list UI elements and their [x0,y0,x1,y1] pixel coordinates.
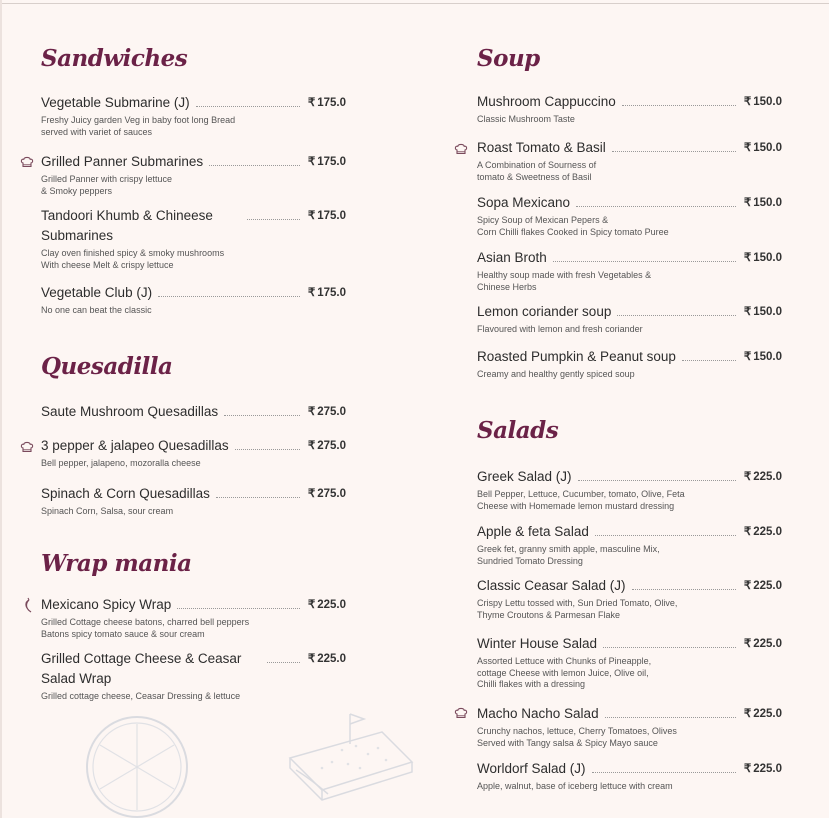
leader-dots [209,165,300,166]
item-price: ₹ 150.0 [743,197,782,209]
item-description: Crispy Lettu tossed with, Sun Dried Tomato, Olive, Thyme Croutons & Parmesan Flake [477,598,678,620]
item-price: ₹ 225.0 [307,599,346,611]
leader-dots [235,449,300,450]
item-price: ₹ 225.0 [743,471,782,483]
chili-pepper-icon [22,597,34,613]
left-edge [0,0,2,818]
section-title-sandwiches: Sandwiches [41,45,188,72]
leader-dots [632,589,736,590]
item-description: Grilled cottage cheese, Ceasar Dressing & lettuce [41,691,241,701]
top-divider [0,3,829,4]
item-description: No one can beat the classic [41,305,152,315]
item-description: Grilled Panner with crispy lettuce & Smoky peppers [41,174,173,196]
menu-item[interactable] [477,248,782,293]
menu-item[interactable] [477,759,782,793]
leader-dots [617,315,736,316]
menu-item[interactable] [477,138,782,183]
item-name: Grilled Cottage Cheese & Ceasar Salad Wrap [41,651,242,686]
item-price: ₹ 225.0 [743,763,782,775]
item-name: Spinach & Corn Quesadillas [41,486,210,501]
menu-item[interactable] [41,436,346,470]
menu-item[interactable] [477,634,782,691]
leader-dots [553,261,736,262]
leader-dots [603,647,736,648]
item-name: Mexicano Spicy Wrap [41,597,172,612]
item-price: ₹ 275.0 [307,440,346,452]
menu-item[interactable] [477,467,782,512]
item-description: Bell Pepper, Lettuce, Cucumber, tomato, Olive, Feta Cheese with Homemade lemon mustard dressing [477,489,685,511]
item-price: ₹ 150.0 [743,142,782,154]
item-name: Mushroom Cappuccino [477,94,616,109]
menu-item[interactable] [41,402,346,422]
item-name: Vegetable Club (J) [41,285,153,300]
menu-item[interactable] [477,347,782,381]
item-price: ₹ 175.0 [307,287,346,299]
chef-hat-icon [454,142,468,156]
item-price: ₹ 275.0 [307,406,346,418]
item-price: ₹ 150.0 [743,96,782,108]
leader-dots [612,151,736,152]
lemon-slice-decoration [82,712,192,818]
item-description: Flavoured with lemon and fresh coriander [477,324,643,334]
menu-item[interactable] [477,704,782,749]
item-price: ₹ 175.0 [307,156,346,168]
menu-item[interactable] [477,576,782,621]
item-name: 3 pepper & jalapeo Quesadillas [41,438,229,453]
menu-item[interactable] [41,206,346,271]
sandwich-decoration [282,710,422,810]
item-price: ₹ 150.0 [743,351,782,363]
section-title-wrap-mania: Wrap mania [41,550,192,577]
leader-dots [247,219,300,220]
leader-dots [622,105,736,106]
leader-dots [605,717,736,718]
chef-hat-icon [20,155,34,169]
item-description: Grilled Cottage cheese batons, charred bell peppers Batons spicy tomato sauce & sour cream [41,617,250,639]
leader-dots [595,535,736,536]
section-title-soup: Soup [477,45,540,72]
item-name: Tandoori Khumb & Chineese Submarines [41,208,213,243]
leader-dots [216,497,300,498]
section-title-salads: Salads [477,417,559,444]
item-name: Greek Salad (J) [477,469,572,484]
item-description: Clay oven finished spicy & smoky mushrooms With cheese Melt & crispy lettuce [41,248,225,270]
item-description: Apple, walnut, base of iceberg lettuce with cream [477,781,673,791]
leader-dots [682,360,736,361]
item-price: ₹ 225.0 [307,653,346,665]
item-description: Greek fet, granny smith apple, masculine Mix, Sundried Tomato Dressing [477,544,660,566]
chef-hat-icon [454,706,468,720]
menu-item[interactable] [477,92,782,126]
item-description: Classic Mushroom Taste [477,114,575,124]
item-price: ₹ 225.0 [743,638,782,650]
leader-dots [224,415,300,416]
item-price: ₹ 150.0 [743,252,782,264]
item-description: Creamy and healthy gently spiced soup [477,369,635,379]
item-name: Macho Nacho Salad [477,706,599,721]
menu-item[interactable] [41,283,346,317]
chef-hat-icon [20,440,34,454]
item-name: Grilled Panner Submarines [41,154,204,169]
leader-dots [576,206,736,207]
item-name: Lemon coriander soup [477,304,612,319]
menu-item[interactable] [477,193,782,238]
item-name: Winter House Salad [477,636,598,651]
item-description: Healthy soup made with fresh Vegetables & Chinese Herbs [477,270,652,292]
item-name: Classic Ceasar Salad (J) [477,578,626,593]
item-name: Apple & feta Salad [477,524,589,539]
menu-item[interactable] [41,595,346,640]
item-name: Asian Broth [477,250,547,265]
menu-item[interactable] [41,93,346,138]
item-price: ₹ 225.0 [743,580,782,592]
item-name: Saute Mushroom Quesadillas [41,404,219,419]
item-price: ₹ 225.0 [743,526,782,538]
item-price: ₹ 150.0 [743,306,782,318]
item-name: Roasted Pumpkin & Peanut soup [477,349,676,364]
item-price: ₹ 175.0 [307,210,346,222]
leader-dots [592,772,736,773]
leader-dots [177,608,300,609]
item-description: Freshy Juicy garden Veg in baby foot long Bread served with variet of sauces [41,115,236,137]
menu-item[interactable] [41,152,346,197]
item-name: Vegetable Submarine (J) [41,95,190,110]
item-price: ₹ 225.0 [743,708,782,720]
section-title-quesadilla: Quesadilla [41,353,173,380]
item-name: Sopa Mexicano [477,195,571,210]
leader-dots [267,662,300,663]
item-price: ₹ 175.0 [307,97,346,109]
leader-dots [158,296,300,297]
item-price: ₹ 275.0 [307,488,346,500]
item-name: Worldorf Salad (J) [477,761,586,776]
leader-dots [578,480,736,481]
leader-dots [196,106,300,107]
item-description: Spicy Soup of Mexican Pepers & Corn Chilli flakes Cooked in Spicy tomato Puree [477,215,669,237]
item-description: Crunchy nachos, lettuce, Cherry Tomatoes, Olives Served with Tangy salsa & Spicy Mayo sauce [477,726,677,748]
item-description: A Combination of Sourness of tomato & Sweetness of Basil [477,160,597,182]
menu-item[interactable] [41,649,346,703]
menu-item[interactable] [477,302,782,336]
item-description: Spinach Corn, Salsa, sour cream [41,506,174,516]
item-name: Roast Tomato & Basil [477,140,606,155]
item-description: Bell pepper, jalapeno, mozoralla cheese [41,458,201,468]
menu-item[interactable] [477,522,782,567]
menu-item[interactable] [41,484,346,518]
item-description: Assorted Lettuce with Chunks of Pineapple, cottage Cheese with lemon Juice, Olive oil, Chilli flakes with a dressing [477,656,652,689]
